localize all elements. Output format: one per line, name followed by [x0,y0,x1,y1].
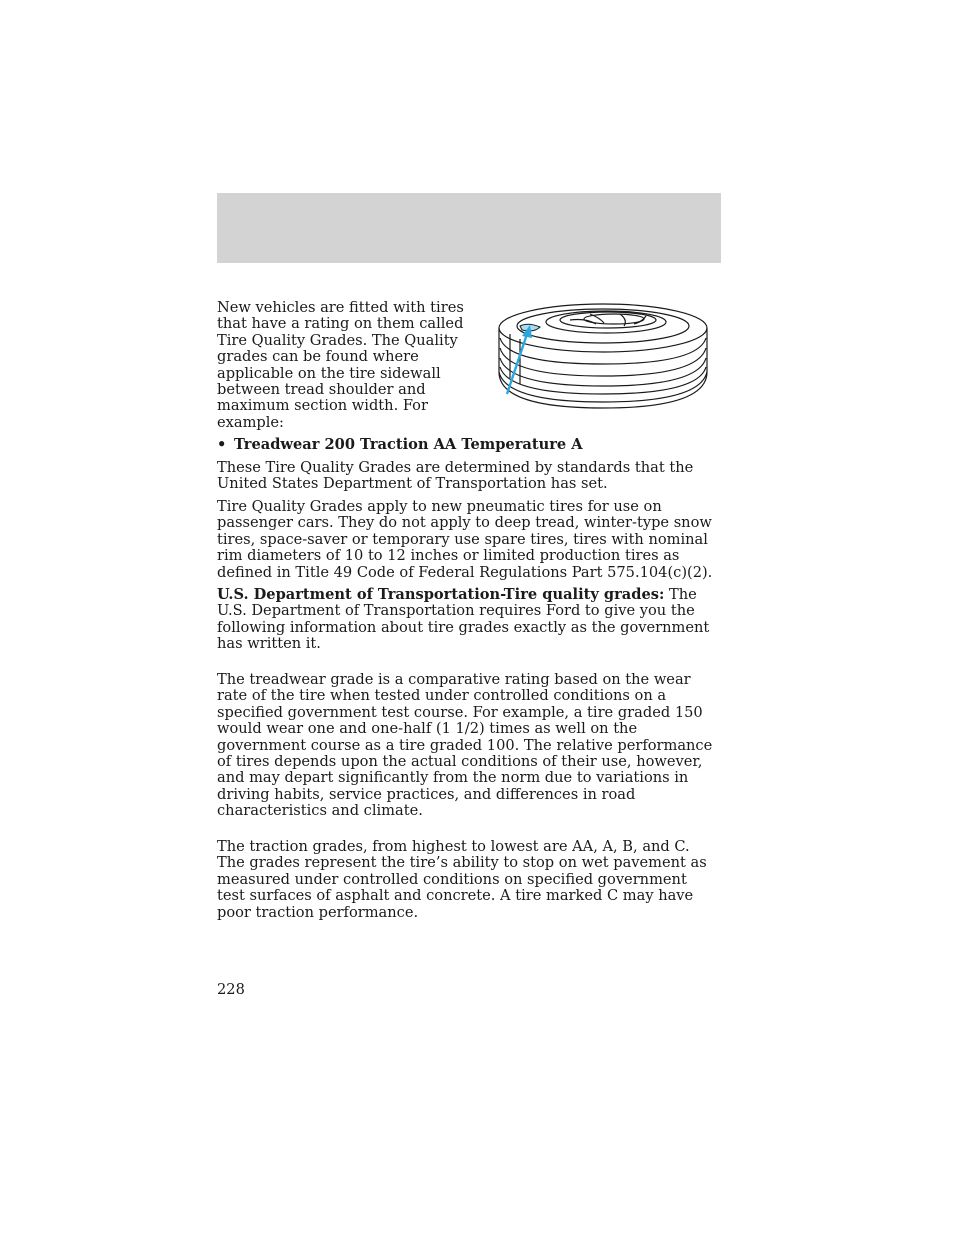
grade-example-bullet [217,437,717,453]
grade-example-text: Treadwear 200 Traction AA Temperature A [234,436,583,453]
tire-sidewall-icon [496,298,710,412]
dot-grades-paragraph [217,587,715,653]
standards-paragraph: These Tire Quality Grades are determined by standards that the United States Department of Transportation has set. [217,459,694,493]
section-header-band [217,193,721,263]
dot-grades-body: The U.S. Department of Transportation requires Ford to give you the following information about tire grades exactly as the government has written it. [217,586,710,653]
applicability-paragraph: Tire Quality Grades apply to new pneumatic tires for use on passenger cars. They do not apply to deep tread, winter-type snow tires, space-saver or temporary use spare tires, tires with nominal rim diameters of 10 to 12 inches or limited production tires as defined in Title 49 Code of Federal Regulations Part 575.104(c)(2). [217,498,713,581]
treadwear-paragraph: The treadwear grade is a comparative rating based on the wear rate of the tire when tested under controlled conditions on a specified government test course. For example, a tire graded 150 would wear one and one-half (1 1/2) times as well on the government course as a tire graded 100. The relative performance of tires depends upon the actual conditions of their use, however, and may depart significantly from the norm due to variations in driving habits, service practices, and differences in road characteristics and climate. [217,671,713,820]
page-number: 228 [217,981,245,998]
intro-paragraph: New vehicles are fitted with tires that have a rating on them called Tire Quality Grades. The Quality grades can be found where applicable on the tire sidewall between tread shoulder and maximum section width. For example: [217,299,464,431]
bullet-marker: • [217,436,227,453]
traction-paragraph: The traction grades, from highest to lowest are AA, A, B, and C. The grades represent the tire’s ability to stop on wet pavement as measured under controlled conditions on specified government test surfaces of asphalt and concrete. A tire marked C may have poor traction performance. [217,838,707,921]
dot-grades-heading: U.S. Department of Transportation-Tire quality grades: [217,586,665,603]
